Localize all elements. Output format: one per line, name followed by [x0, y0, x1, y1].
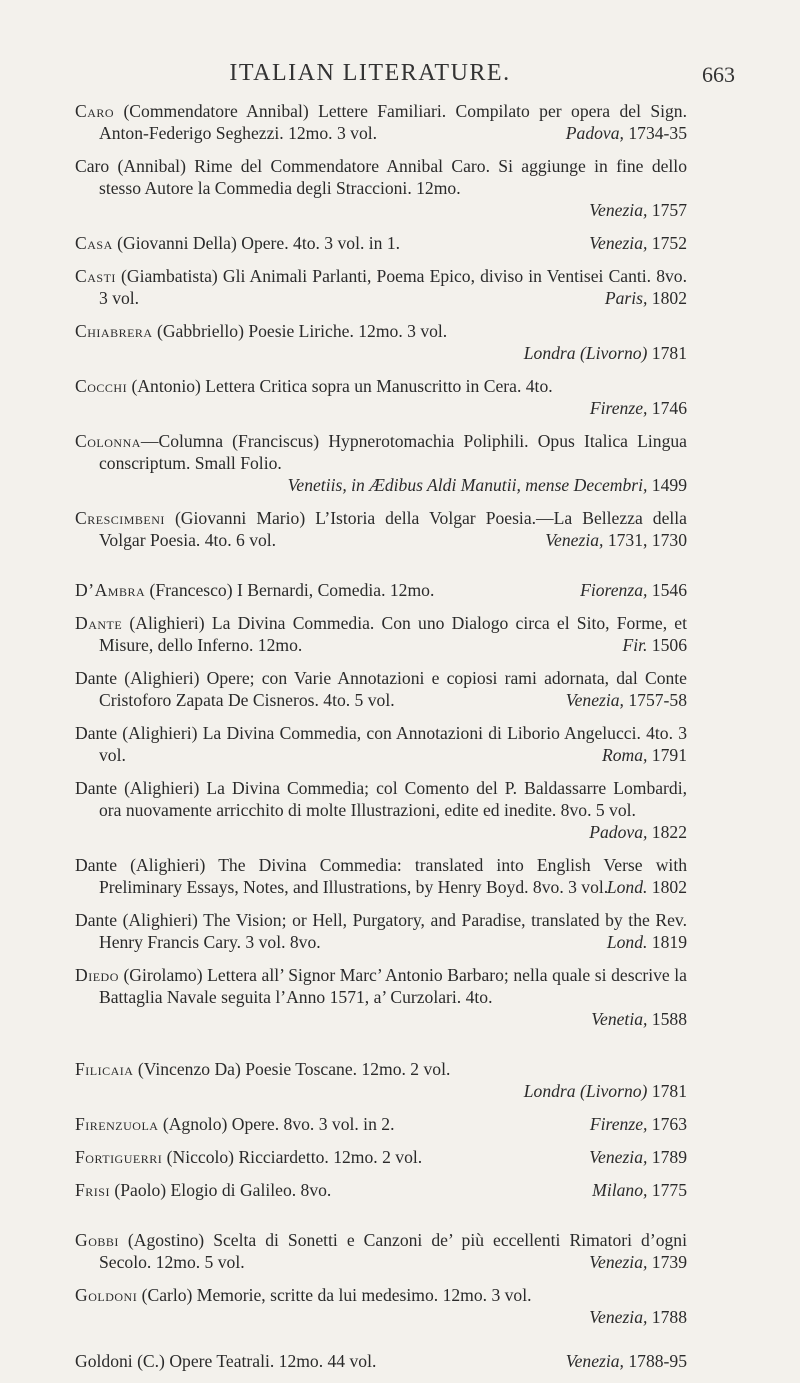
entry-author: Frisi — [75, 1180, 110, 1200]
entry-imprint — [589, 232, 687, 254]
imprint-year: 1791 — [647, 745, 687, 765]
imprint-year: 1788 — [647, 1307, 687, 1327]
imprint-year: 1819 — [647, 932, 687, 952]
catalogue-entry — [75, 667, 687, 711]
imprint-place: Venezia, — [565, 1351, 624, 1371]
entry-description: (Commendatore Annibal) Lettere Familiari. Compilato per opera del Sign. Anton-Federigo Seghezzi. 12mo. 3 vol. — [99, 101, 687, 143]
imprint-year: 1731, 1730 — [603, 530, 687, 550]
entry-description: Dante (Alighieri) Opere; con Varie Annotazioni e copiosi rami adornata, dal Conte Cristoforo Zapata De Cisneros. 4to. 5 vol. — [75, 668, 687, 710]
imprint-year: 1781 — [647, 343, 687, 363]
imprint-place: Milano, — [592, 1180, 648, 1200]
entry-description: (Gabbriello) Poesie Liriche. 12mo. 3 vol. — [152, 321, 448, 341]
entry-description: (Agostino) Scelta di Sonetti e Canzoni de’ più eccellenti Rimatori d’ogni Secolo. 12mo. 5 vol. — [99, 1230, 687, 1272]
imprint-place: Londra (Livorno) — [523, 343, 648, 363]
entry-author: Colonna — [75, 431, 141, 451]
imprint-place: Venezia, — [589, 233, 648, 253]
entry-imprint — [99, 397, 687, 419]
entry-imprint — [565, 122, 687, 144]
entry-description: (Vincenzo Da) Poesie Toscane. 12mo. 2 vol. — [133, 1059, 451, 1079]
entry-imprint — [545, 529, 687, 551]
catalogue-entry — [75, 1146, 687, 1168]
entry-description: Dante (Alighieri) La Divina Commedia, con Annotazioni di Liborio Angelucci. 4to. 3 vol. — [75, 723, 687, 765]
entry-description: —Columna (Franciscus) Hypnerotomachia Poliphili. Opus Italica Lingua conscriptum. Small Folio. — [99, 431, 687, 473]
imprint-place: Venezia, — [545, 530, 604, 550]
catalogue-entry — [75, 964, 687, 1030]
imprint-year: 1775 — [647, 1180, 687, 1200]
imprint-place: Venetiis, in Ædibus Aldi Manutii, mense Decembri, — [287, 475, 648, 495]
imprint-year: 1757-58 — [623, 690, 687, 710]
catalogue-entry — [75, 1058, 687, 1102]
entry-description: (Alighieri) La Divina Commedia. Con uno Dialogo circa el Sito, Forme, et Misure, dello Inferno. 12mo. — [99, 613, 687, 655]
catalogue-entry — [75, 265, 687, 309]
running-title: ITALIAN LITERATURE. — [229, 60, 511, 86]
catalogue-entry — [75, 722, 687, 766]
imprint-year: 1788-95 — [623, 1351, 687, 1371]
entry-author: Cocchi — [75, 376, 128, 396]
entry-description: (Paolo) Elogio di Galileo. 8vo. — [109, 1180, 332, 1200]
imprint-place: Venezia, — [589, 1252, 648, 1272]
entry-description: (Agnolo) Opere. 8vo. 3 vol. in 2. — [158, 1114, 395, 1134]
catalogue-entry — [75, 612, 687, 656]
catalogue-entry — [75, 1113, 687, 1135]
imprint-year: 1789 — [647, 1147, 687, 1167]
entry-author: Fortiguerri — [75, 1147, 163, 1167]
entry-author: Filicaia — [75, 1059, 134, 1079]
imprint-year: 1734-35 — [623, 123, 687, 143]
entry-description: Dante (Alighieri) The Divina Commedia: translated into English Verse with Preliminary Essays, Notes, and Illustrations, by Henry Boyd. 8vo. 3 vol. — [75, 855, 687, 897]
entry-imprint — [99, 342, 687, 364]
imprint-year: 1781 — [647, 1081, 687, 1101]
entry-imprint — [622, 634, 687, 656]
entry-description: (Girolamo) Lettera all’ Signor Marc’ Antonio Barbaro; nella quale si descrive la Battaglia Navale seguita l’Anno 1571, a’ Curzolari. 4to. — [99, 965, 687, 1007]
entry-author: Crescimbeni — [75, 508, 165, 528]
entry-author: Caro — [75, 101, 115, 121]
entry-imprint — [589, 1113, 687, 1135]
catalogue-entry — [75, 1229, 687, 1273]
imprint-year: 1822 — [647, 822, 687, 842]
entry-imprint — [601, 744, 687, 766]
catalogue-entry — [75, 777, 687, 843]
imprint-place: Venezia, — [565, 690, 624, 710]
imprint-place: Firenze, — [589, 398, 648, 418]
imprint-year: 1746 — [647, 398, 687, 418]
imprint-year: 1757 — [647, 200, 687, 220]
imprint-place: Fir. — [622, 635, 648, 655]
entry-description: Caro (Annibal) Rime del Commendatore Annibal Caro. Si aggiunge in fine dello stesso Autore la Commedia degli Straccioni. 12mo. — [75, 156, 687, 198]
entry-imprint — [606, 931, 687, 953]
entry-imprint — [604, 287, 687, 309]
imprint-place: Londra (Livorno) — [523, 1081, 648, 1101]
imprint-year: 1546 — [647, 580, 687, 600]
catalogue-entry — [75, 579, 687, 601]
entry-description: (Giovanni Della) Opere. 4to. 3 vol. in 1. — [112, 233, 401, 253]
imprint-place: Venezia, — [589, 1307, 648, 1327]
imprint-place: Venetia, — [591, 1009, 648, 1029]
entry-imprint — [589, 1146, 687, 1168]
entry-imprint — [565, 689, 687, 711]
entry-author: Firenzuola — [75, 1114, 159, 1134]
catalogue-entry — [75, 320, 687, 364]
entry-description: Dante (Alighieri) La Divina Commedia; col Comento del P. Baldassarre Lombardi, ora nuovamente arricchito di molte Illustrazioni, edite ed inedite. 8vo. 5 vol. — [75, 778, 687, 820]
catalogue-entry — [75, 1179, 687, 1201]
catalogue-entry — [75, 155, 687, 221]
entry-imprint — [99, 199, 687, 221]
entry-description: (Francesco) I Bernardi, Comedia. 12mo. — [145, 580, 435, 600]
entry-author: Diedo — [75, 965, 119, 985]
catalogue-entry — [75, 1284, 687, 1328]
entry-imprint — [99, 1306, 687, 1328]
imprint-year: 1802 — [647, 877, 687, 897]
entry-author: Goldoni — [75, 1285, 138, 1305]
catalogue-entry — [75, 232, 687, 254]
imprint-place: Fiorenza, — [580, 580, 648, 600]
imprint-place: Lond. — [606, 877, 648, 897]
entry-imprint — [99, 1080, 687, 1102]
entry-author: D’Ambra — [75, 580, 146, 600]
catalogue-entry — [75, 375, 687, 419]
entry-author: Casa — [75, 233, 113, 253]
imprint-year: 1588 — [647, 1009, 687, 1029]
imprint-place: Padova, — [565, 123, 624, 143]
entry-author: Gobbi — [75, 1230, 119, 1250]
catalogue-entry — [75, 430, 687, 496]
imprint-place: Lond. — [606, 932, 648, 952]
imprint-year: 1763 — [647, 1114, 687, 1134]
entry-description: Dante (Alighieri) The Vision; or Hell, Purgatory, and Paradise, translated by the Rev. Henry Francis Cary. 3 vol. 8vo. — [75, 910, 687, 952]
page-number: 663 — [702, 62, 735, 87]
entry-description: Goldoni (C.) Opere Teatrali. 12mo. 44 vol. — [75, 1351, 377, 1371]
imprint-place: Venezia, — [589, 1147, 648, 1167]
catalogue-entry — [75, 854, 687, 898]
catalogue-entry — [75, 507, 687, 551]
imprint-place: Venezia, — [589, 200, 648, 220]
imprint-year: 1499 — [647, 475, 687, 495]
entry-author: Dante — [75, 613, 123, 633]
imprint-place: Paris, — [604, 288, 648, 308]
entry-imprint — [589, 1251, 687, 1273]
entry-description: (Carlo) Memorie, scritte da lui medesimo. 12mo. 3 vol. — [137, 1285, 532, 1305]
entry-imprint — [99, 474, 687, 496]
entry-author: Chiabrera — [75, 321, 153, 341]
catalogue-entry — [75, 100, 687, 144]
entry-imprint — [565, 1350, 687, 1372]
entry-imprint — [580, 579, 687, 601]
entry-imprint — [592, 1179, 687, 1201]
entry-imprint — [99, 1008, 687, 1030]
entry-description: (Niccolo) Ricciardetto. 12mo. 2 vol. — [162, 1147, 423, 1167]
imprint-year: 1506 — [647, 635, 687, 655]
entry-imprint — [589, 821, 687, 843]
catalogue-entries — [75, 100, 687, 1383]
entry-description: (Giambatista) Gli Animali Parlanti, Poema Epico, diviso in Ventisei Canti. 8vo. 3 vol. — [99, 266, 687, 308]
imprint-year: 1752 — [647, 233, 687, 253]
catalogue-entry — [75, 1350, 687, 1372]
imprint-place: Firenze, — [589, 1114, 648, 1134]
entry-imprint — [606, 876, 687, 898]
imprint-place: Roma, — [601, 745, 648, 765]
imprint-year: 1802 — [647, 288, 687, 308]
imprint-place: Padova, — [589, 822, 648, 842]
entry-author: Casti — [75, 266, 116, 286]
imprint-year: 1739 — [647, 1252, 687, 1272]
entry-description: (Antonio) Lettera Critica sopra un Manuscritto in Cera. 4to. — [127, 376, 553, 396]
entry-description: (Giovanni Mario) L’Istoria della Volgar Poesia.—La Bellezza della Volgar Poesia. 4to. 6 vol. — [99, 508, 687, 550]
catalogue-entry — [75, 909, 687, 953]
